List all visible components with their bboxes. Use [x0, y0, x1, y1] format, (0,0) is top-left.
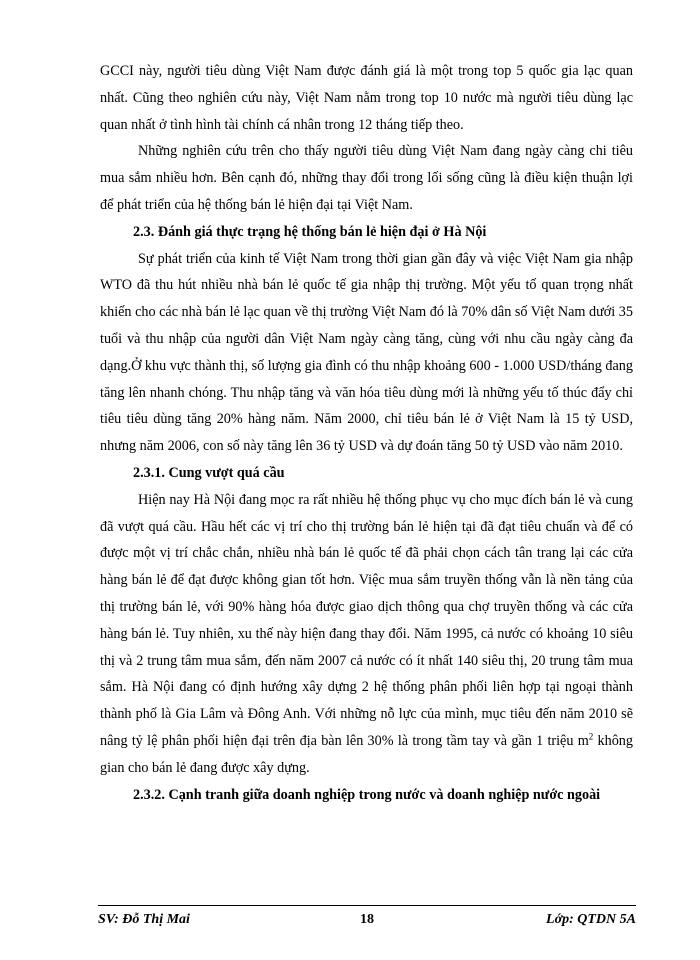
footer-student: SV: Đỗ Thị Mai [98, 912, 190, 927]
paragraph: GCCI này, người tiêu dùng Việt Nam được đánh giá là một trong top 5 quốc gia lạc quan nhất. Cũng theo nghiên cứu này, Việt Nam nằm trong top 10 nước mà người tiêu dùng lạc quan nhất ở tình hình tài chính cá nhân trong 12 tháng tiếp theo. [100, 63, 633, 133]
footer-divider [98, 905, 636, 906]
paragraph: Sự phát triển của kinh tế Việt Nam trong thời gian gần đây và việc Việt Nam gia nhập WTO đã thu hút nhiều nhà bán lẻ quốc tế gia nhập thị trường. Một yếu tố quan trọng nhất khiến cho các nhà bán lẻ lạc quan về thị trường Việt Nam đó là 70% dân số Việt Nam dưới 35 tuổi và thu nhập của người dân Việt Nam ngày càng tăng, cùng với nhu cầu ngày càng đa dạng.Ở khu vực thành thị, số lượng gia đình có thu nhập khoảng 600 - 1.000 USD/tháng đang tăng lên nhanh chóng. Thu nhập tăng và văn hóa tiêu dùng mới là những yếu tố thúc đẩy chỉ tiêu tiêu dùng tăng 20% hàng năm. Năm 2000, chỉ tiêu bán lẻ ở Việt Nam là 15 tỷ USD, nhưng năm 2006, con số này tăng lên 36 tỷ USD và dự đoán tăng 50 tỷ USD vào năm 2010. [100, 250, 633, 455]
superscript: 2 [588, 731, 594, 742]
section-heading-2-3-1: 2.3.1. Cung vượt quá cầu [133, 464, 285, 481]
section-heading-2-3-2: 2.3.2. Cạnh tranh giữa doanh nghiệp trong nước và doanh nghiệp nước ngoài [133, 786, 601, 803]
paragraph-text-tail: không gian cho bán lẻ đang được xây dựng. [100, 732, 633, 776]
footer-class: Lớp: QTDN 5A [546, 912, 636, 927]
paragraph [100, 487, 633, 782]
section-heading-2-3: 2.3. Đánh giá thực trạng hệ thống bán lẻ hiện đại ở Hà Nội [133, 223, 487, 240]
page-number: 18 [360, 912, 374, 927]
document-body [100, 58, 633, 808]
paragraph-text: Hiện nay Hà Nội đang mọc ra rất nhiều hệ thống phục vụ cho mục đích bán lẻ và cung đã vượt quá cầu. Hầu hết các vị trí cho thị trường bán lẻ hiện tại đã đạt tiêu chuẩn và để có được một vị trí chắc chắn, nhiều nhà bán lẻ quốc tế đã phải chọn cách tân trang lại các cửa hàng bán lẻ để đạt được không gian tốt hơn. Việc mua sắm truyền thống vẫn là nền tảng của thị trường bán lẻ, với 90% hàng hóa được giao dịch thông qua chợ truyền thống và các cửa hàng bán lẻ. Tuy nhiên, xu thế này hiện đang thay đổi. Năm 1995, cả nước có khoảng 10 siêu thị và 2 trung tâm mua sắm, đến năm 2007 cả nước có ít nhất 140 siêu thị, 20 trung tâm mua sắm. Hà Nội đang có định hướng xây dựng 2 hệ thống phân phối liên hợp tại ngoại thành thành phố là Gia Lâm và Đông Anh. Với những nỗ lực của mình, mục tiêu đến năm 2010 sẽ nâng tỷ lệ phân phối hiện đại trên địa bàn lên 30% là trong tầm tay và gần 1 triệu m [100, 491, 633, 749]
paragraph: Những nghiên cứu trên cho thấy người tiêu dùng Việt Nam đang ngày càng chi tiêu mua sắm nhiều hơn. Bên cạnh đó, những thay đổi trong lối sống cũng là điều kiện thuận lợi để phát triển của hệ thống bán lẻ hiện đại tại Việt Nam. [100, 143, 633, 213]
